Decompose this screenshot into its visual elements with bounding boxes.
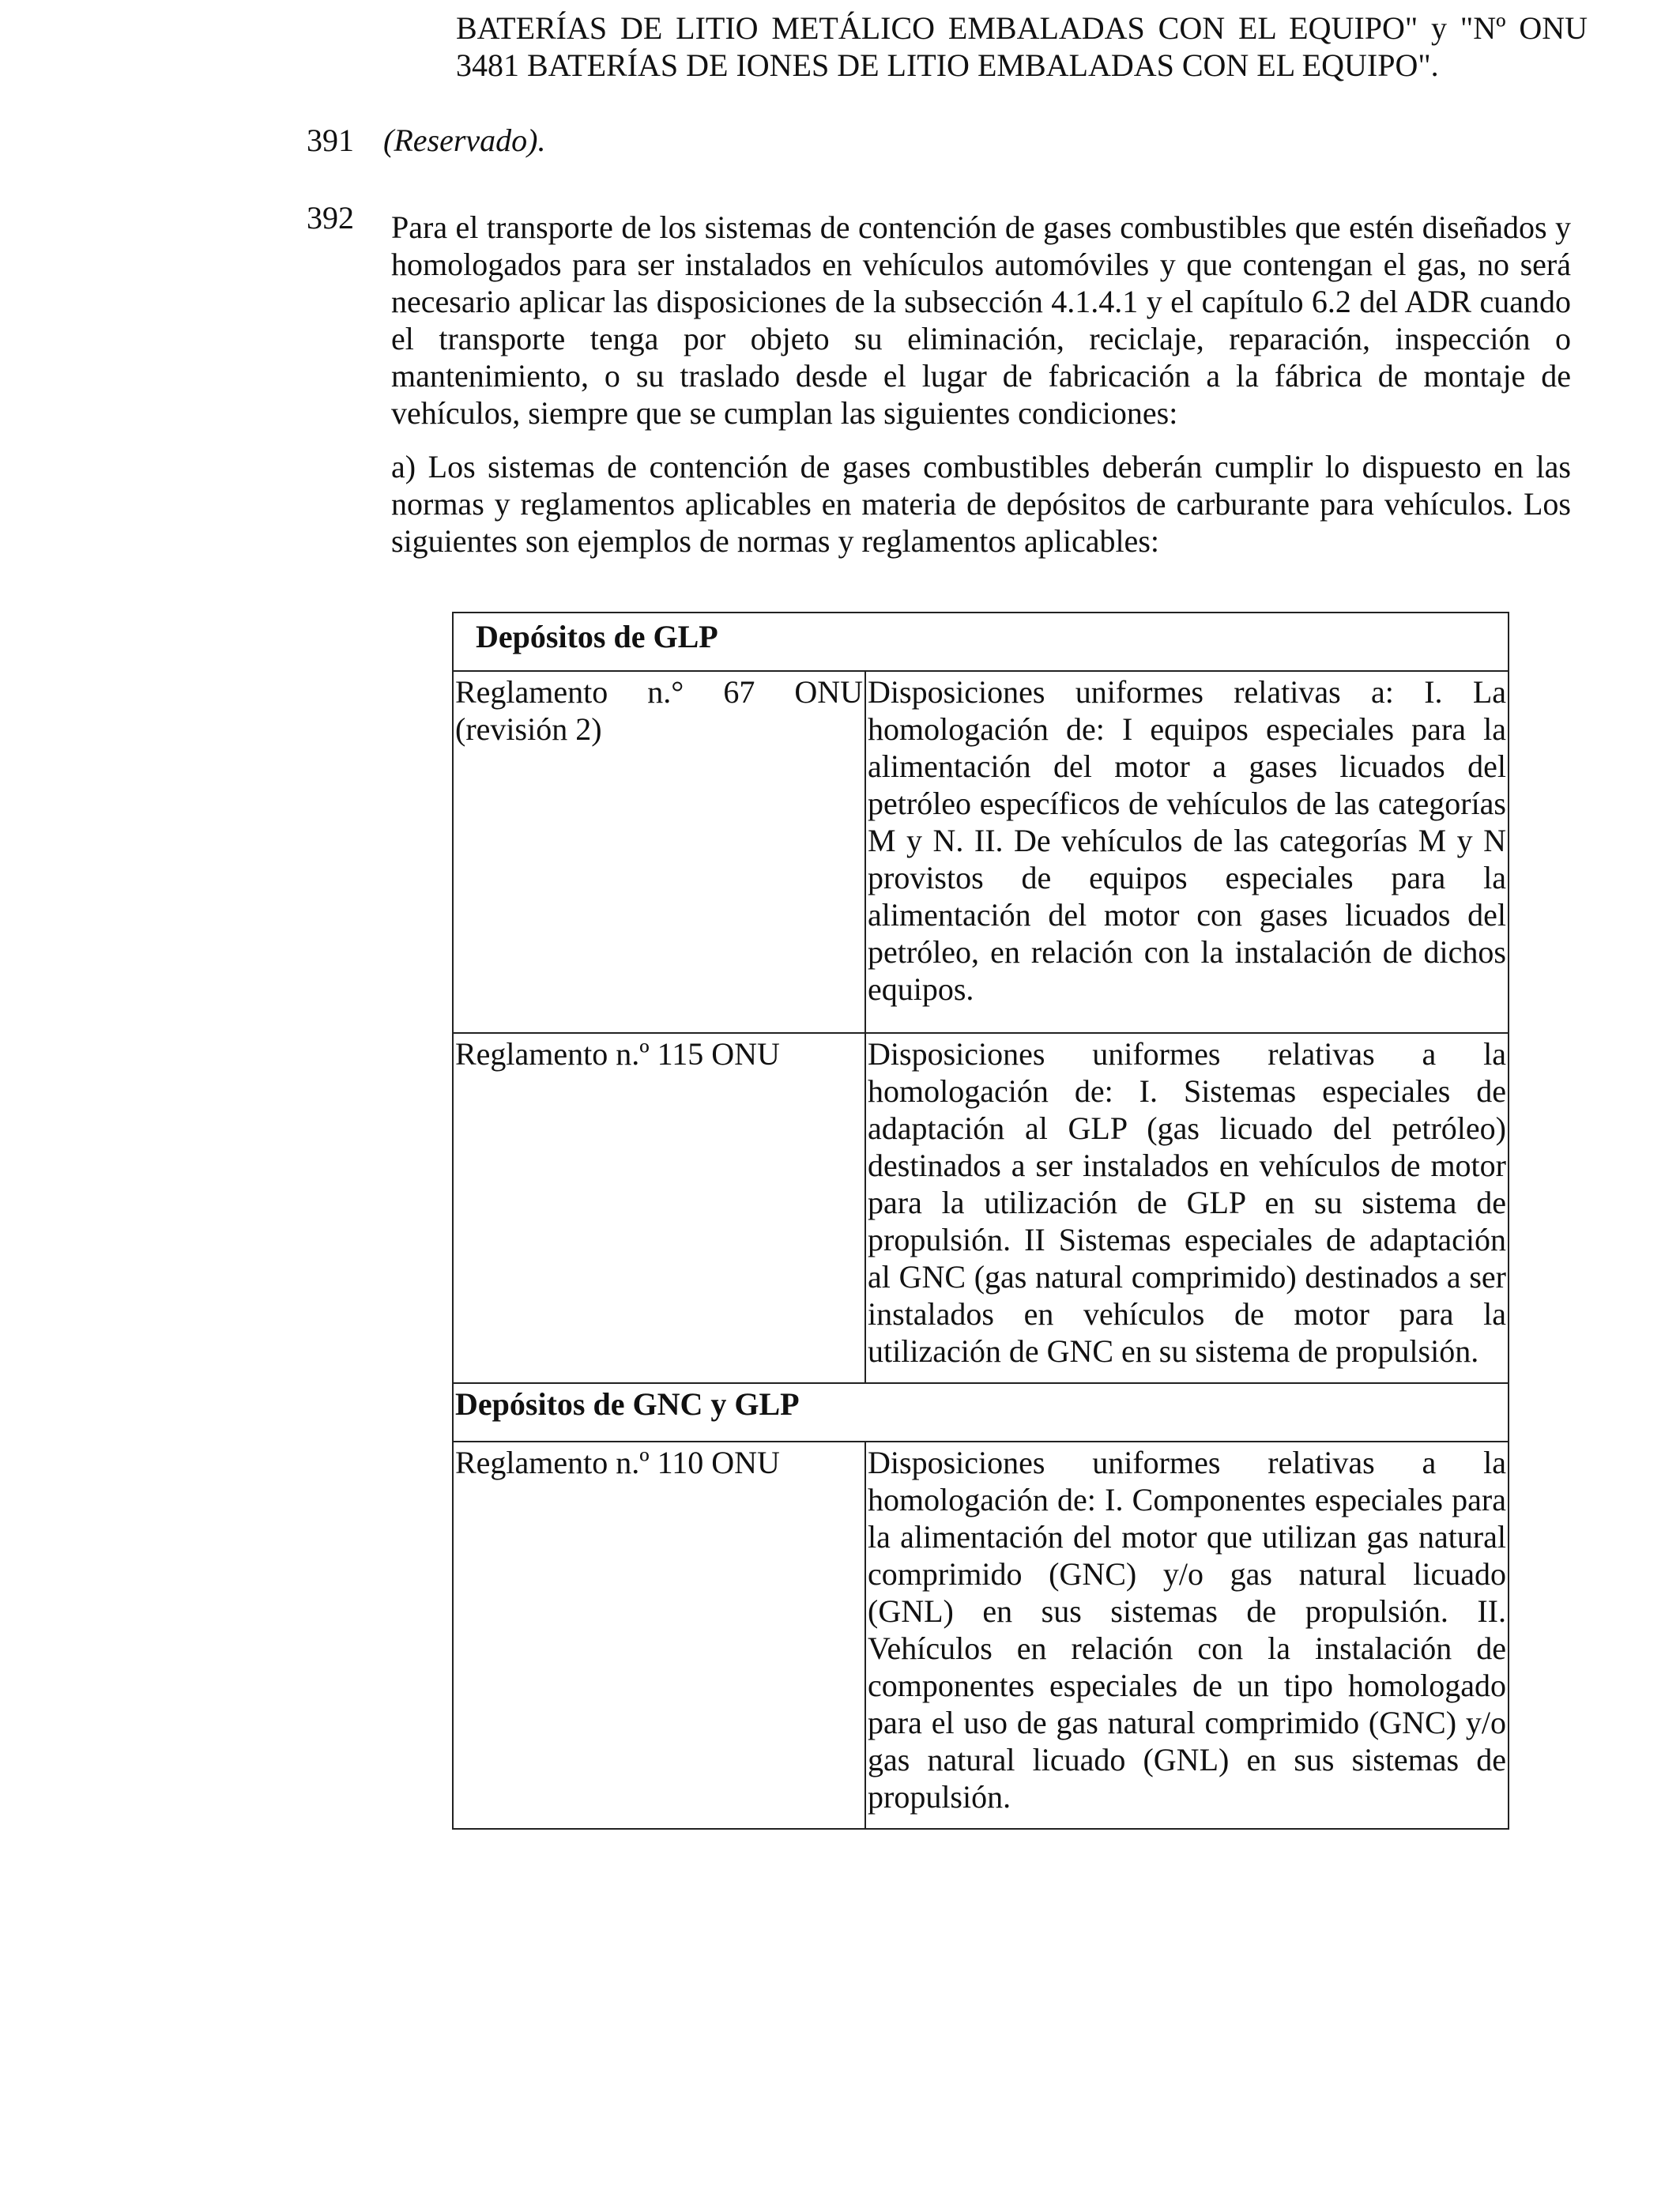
- regulation-115-description: Disposiciones uniformes relativas a la homologación de: I. Sistemas especiales de adaptación al GLP (gas licuado del petróleo) destinados a ser instalados en vehículos de motor para la utilización de GLP en su sistema de propulsión. II Sistemas especiales de adaptación al GNC (gas natural comprimido) destinados a ser instalados en vehículos de motor para la utilización de GNC en su sistema de propulsión.: [868, 1036, 1506, 1369]
- regulation-110-description: Disposiciones uniformes relativas a la homologación de: I. Componentes especiales para la alimentación del motor que utilizan gas natural comprimido (GNC) y/o gas natural licuado (GNL) en sus sistemas de propulsión. II. Vehículos en relación con la instalación de componentes especiales de un tipo homologado para el uso de gas natural comprimido (GNC) y/o gas natural licuado (GNL) en sus sistemas de propulsión.: [868, 1445, 1506, 1815]
- section-heading-glp: Depósitos de GLP: [476, 619, 718, 654]
- description-cell: [865, 671, 1509, 1033]
- table-row: [453, 1033, 1509, 1383]
- regulation-cell: [453, 1442, 865, 1829]
- section-heading-cell: [453, 1383, 1509, 1442]
- regulation-67-label: Reglamento n.° 67 ONU (revisión 2): [455, 674, 863, 747]
- section-heading-gnc-glp: Depósitos de GNC y GLP: [455, 1386, 800, 1422]
- section-heading-cell: [453, 613, 1509, 671]
- regulation-67-description: Disposiciones uniformes relativas a: I. La homologación de: I equipos especiales para la alimentación del motor a gases licuados del petróleo específicos de vehículos de las categorías M y N. II. De vehículos de las categorías M y N provistos de equipos especiales para la alimentación del motor con gases licuados del petróleo, en relación con la instalación de dichos equipos.: [868, 674, 1506, 1007]
- section-header-row: [453, 613, 1509, 671]
- regulation-110-label: Reglamento n.º 110 ONU: [455, 1445, 780, 1480]
- provision-392-paragraph: Para el transporte de los sistemas de contención de gases combustibles que estén diseñados y homologados para ser instalados en vehículos automóviles y que contengan el gas, no será necesario aplicar las disposiciones de la subsección 4.1.4.1 y el capítulo 6.2 del ADR cuando el transporte tenga por objeto su eliminación, reciclaje, reparación, inspección o mantenimiento, o su traslado desde el lugar de fabricación a la fábrica de montaje de vehículos, siempre que se cumplan las siguientes condiciones:: [391, 209, 1571, 431]
- section-header-row: [453, 1383, 1509, 1442]
- continuation-paragraph: BATERÍAS DE LITIO METÁLICO EMBALADAS CON EL EQUIPO" y "Nº ONU 3481 BATERÍAS DE IONES DE LITIO EMBALADAS CON EL EQUIPO".: [456, 10, 1588, 83]
- regulations-table: [452, 612, 1509, 1830]
- provision-number-391: 391: [307, 123, 354, 158]
- condition-a-paragraph: a) Los sistemas de contención de gases combustibles deberán cumplir lo dispuesto en las normas y reglamentos aplicables en materia de depósitos de carburante para vehículos. Los siguientes son ejemplos de normas y reglamentos aplicables:: [391, 449, 1571, 559]
- table-row: [453, 671, 1509, 1033]
- regulation-115-label: Reglamento n.º 115 ONU: [455, 1036, 780, 1072]
- regulation-cell: [453, 1033, 865, 1383]
- description-cell: [865, 1033, 1509, 1383]
- description-cell: [865, 1442, 1509, 1829]
- table-row: [453, 1442, 1509, 1829]
- provision-391-text: (Reservado).: [383, 123, 546, 158]
- regulation-cell: [453, 671, 865, 1033]
- provision-number-392: 392: [307, 200, 354, 236]
